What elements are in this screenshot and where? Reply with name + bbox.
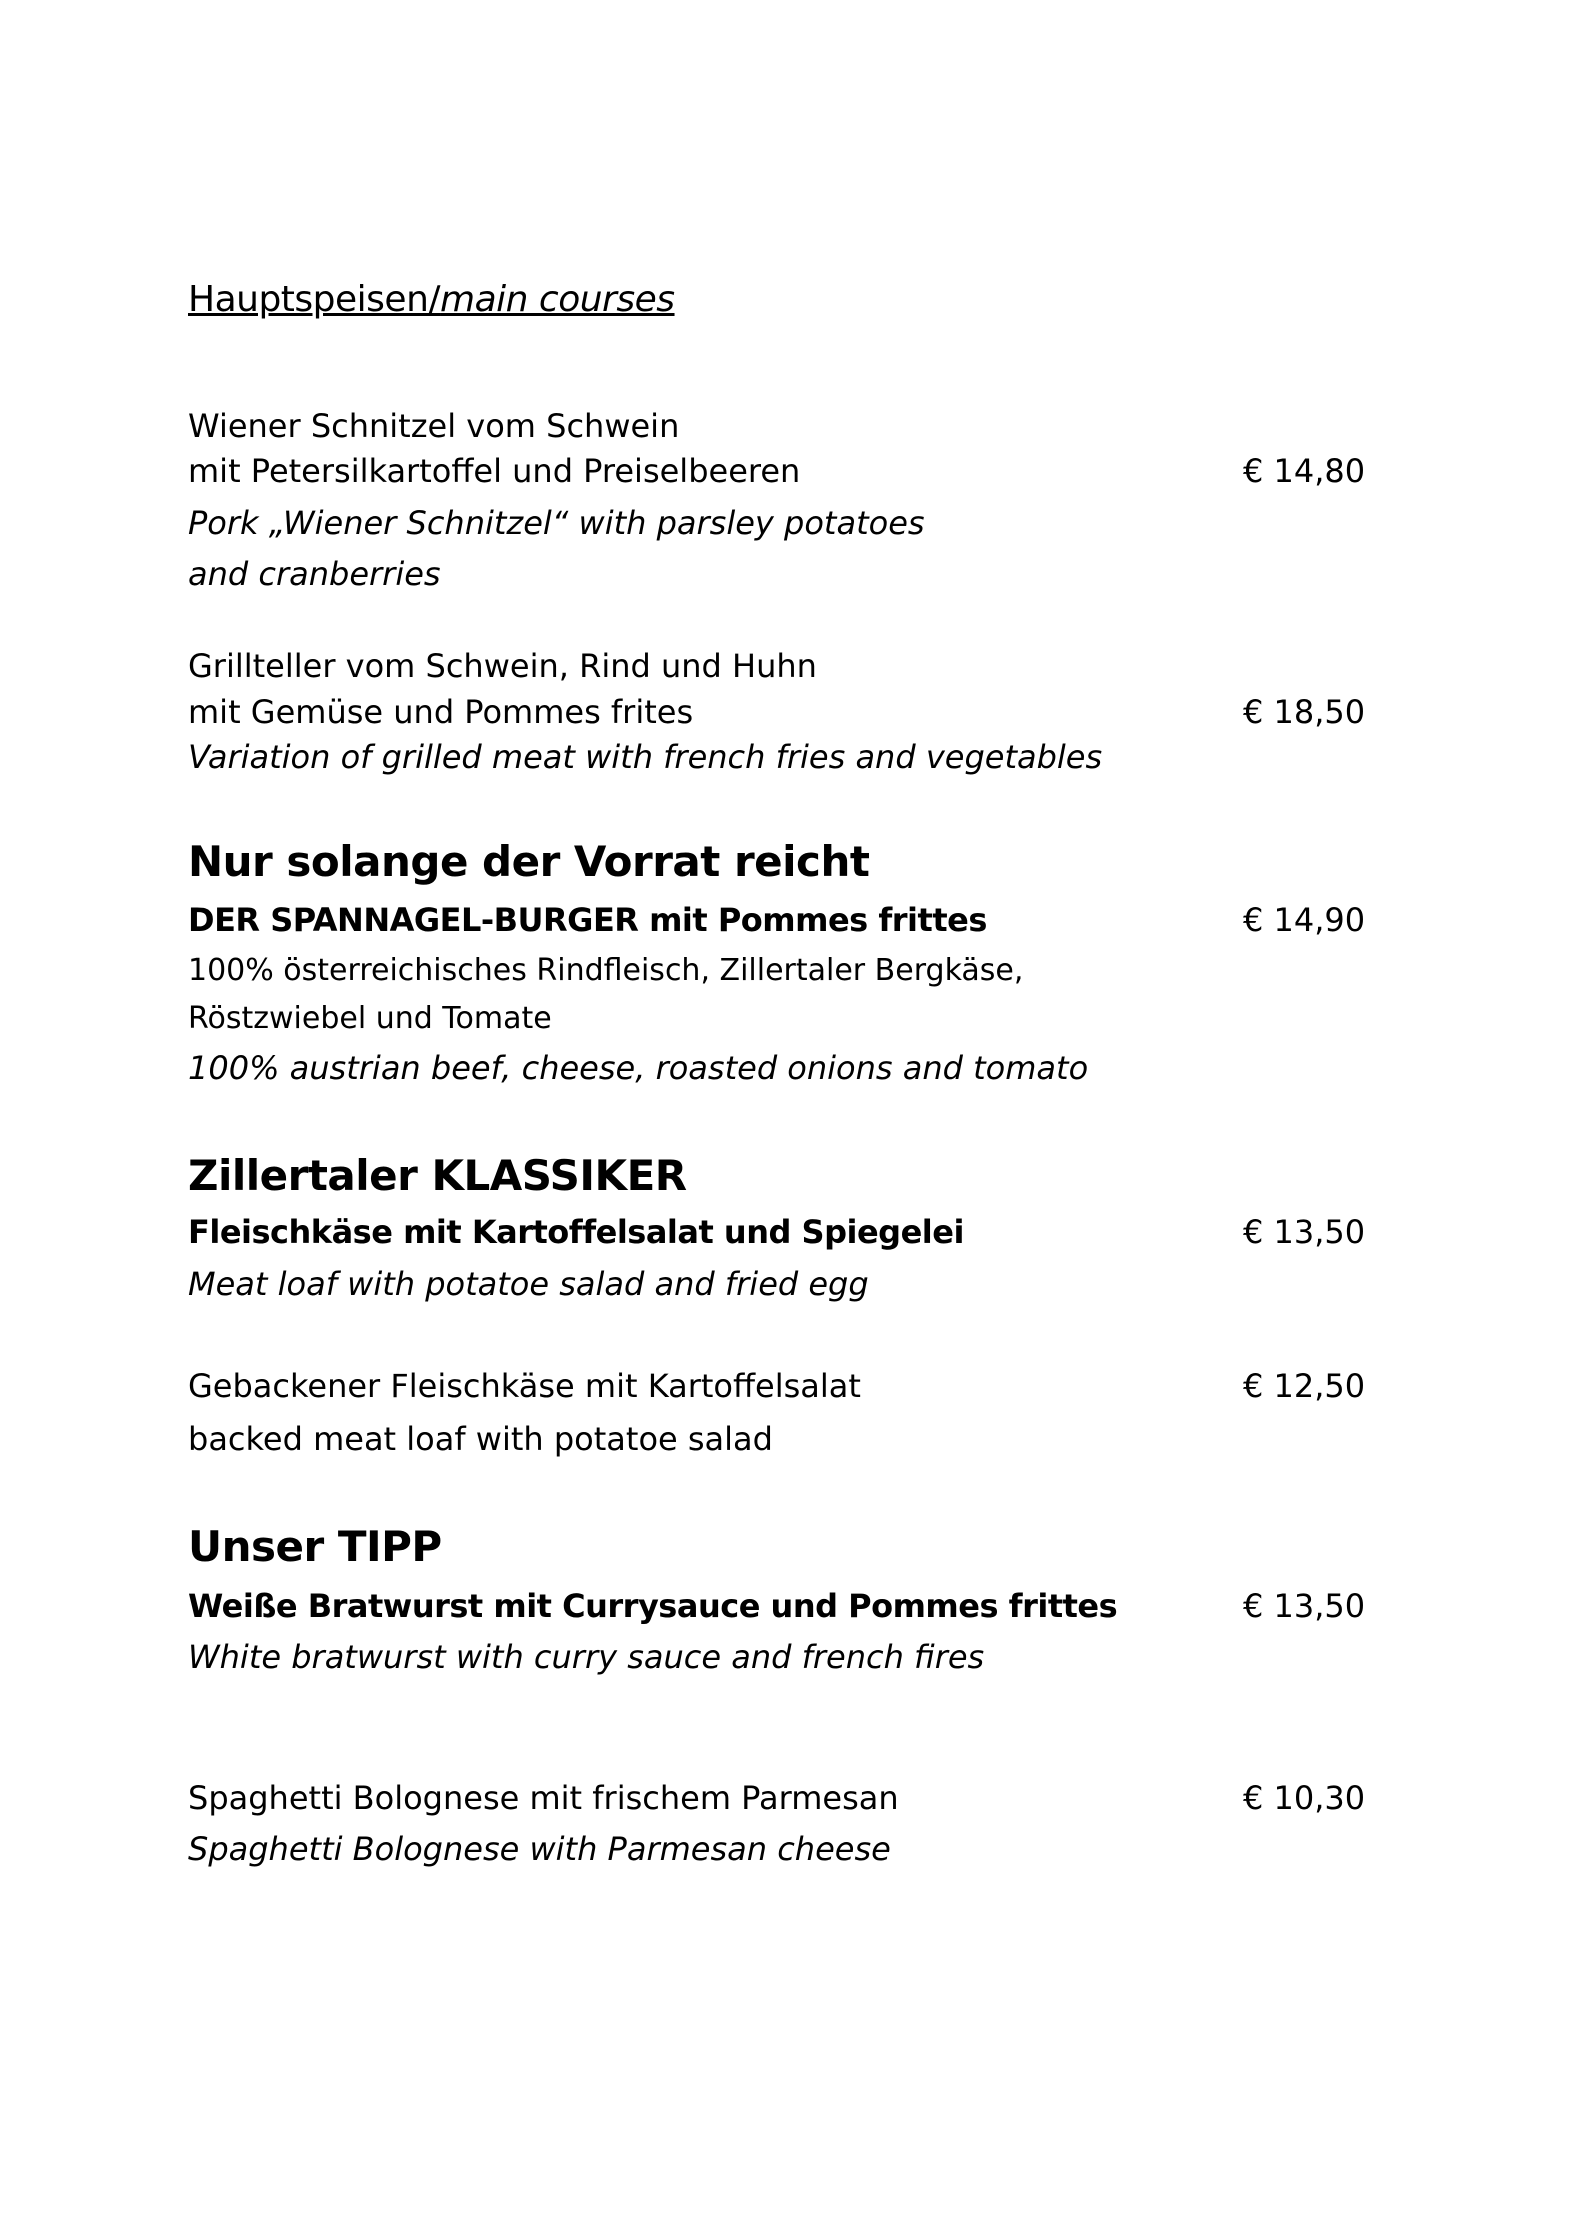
extra-dish-name: Gebackener Fleischkäse mit Kartoffelsalat [188, 1367, 861, 1405]
section-dish-price: € 13,50 [1243, 1213, 1366, 1251]
item-english: Spaghetti Bolognese with Parmesan cheese [188, 1830, 891, 1868]
item-price: € 14,80 [1243, 452, 1366, 490]
item-name-line-1: Wiener Schnitzel vom Schwein [188, 407, 680, 445]
dish-english: White bratwurst with curry sauce and french fires [188, 1638, 985, 1676]
item-english-line-1: Pork „Wiener Schnitzel“ with parsley potatoes [188, 504, 925, 542]
section-heading: Zillertaler KLASSIKER [188, 1151, 687, 1200]
section-dish-price: € 13,50 [1243, 1587, 1366, 1625]
dish-english: 100% austrian beef, cheese, roasted onions and tomato [188, 1049, 1089, 1087]
section-dish-price: € 14,90 [1243, 901, 1366, 939]
page-title-en: main courses [440, 279, 675, 320]
extra-dish-price: € 12,50 [1243, 1367, 1366, 1405]
item-name-line-1: Grillteller vom Schwein, Rind und Huhn [188, 647, 817, 685]
item-price: € 18,50 [1243, 693, 1366, 731]
page-title-de: Hauptspeisen/ [188, 279, 441, 320]
section-heading: Nur solange der Vorrat reicht [188, 837, 870, 886]
section-dish: Fleischkäse mit Kartoffelsalat und Spiegelei [188, 1213, 964, 1251]
extra-dish-english: backed meat loaf with potatoe salad [188, 1420, 773, 1458]
dish-english: Meat loaf with potatoe salad and fried egg [188, 1265, 869, 1303]
page-title [188, 278, 675, 322]
section-dish: DER SPANNAGEL-BURGER mit Pommes frittes [188, 901, 987, 939]
item-price: € 10,30 [1243, 1779, 1366, 1817]
item-english-line-2: and cranberries [188, 555, 441, 593]
dish-description-line-1: 100% österreichisches Rindfleisch, Zillertaler Bergkäse, [188, 953, 1024, 988]
section-dish: Weiße Bratwurst mit Currysauce und Pommes frittes [188, 1587, 1118, 1625]
item-name-line-2: mit Petersilkartoffel und Preiselbeeren [188, 452, 801, 490]
item-name: Spaghetti Bolognese mit frischem Parmesan [188, 1779, 899, 1817]
section-heading: Unser TIPP [188, 1522, 442, 1571]
dish-description-line-2: Röstzwiebel und Tomate [188, 1001, 552, 1036]
item-name-line-2: mit Gemüse und Pommes frites [188, 693, 694, 731]
item-english-line-1: Variation of grilled meat with french fries and vegetables [188, 738, 1103, 776]
